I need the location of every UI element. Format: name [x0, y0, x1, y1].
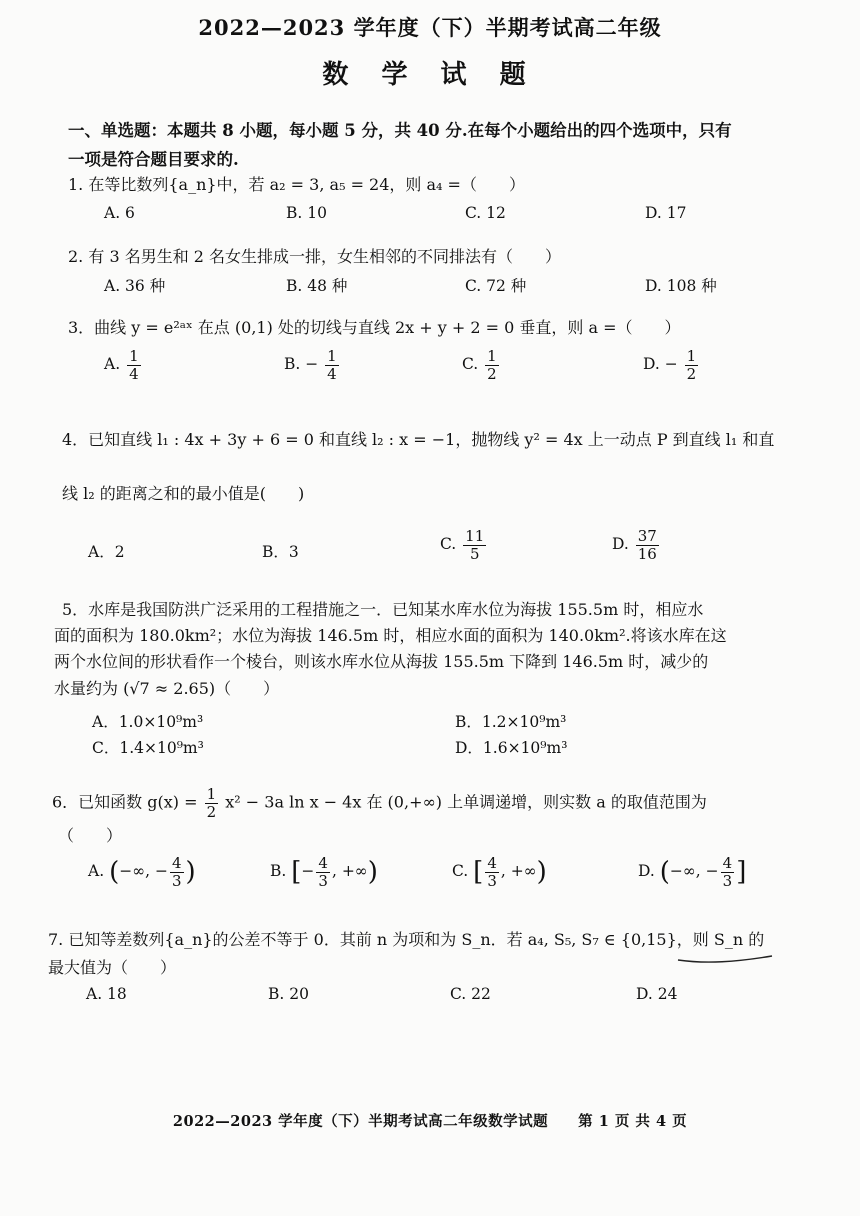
q6-option-c	[452, 855, 547, 889]
q3-c-label: C.	[462, 355, 479, 373]
subject-title: 数 学 试 题	[322, 60, 538, 90]
q4-d-label: D.	[612, 535, 629, 553]
q4-option-a: A．2	[88, 543, 125, 561]
q6-b-den: 3	[318, 871, 328, 890]
q3-d-label: D. −	[643, 355, 678, 373]
q6-c-label: C.	[452, 862, 469, 880]
q1-option-b: B. 10	[286, 204, 327, 222]
q6-stem-num: 1	[206, 785, 217, 803]
q4-c-fraction	[463, 528, 486, 562]
q3-d-num: 1	[686, 347, 697, 365]
q6-stem-post: x² − 3a ln x − 4x 在 (0,+∞) 上单调递增，则实数 a 的取值范围为	[225, 792, 707, 812]
q6-c-left-bracket: [	[473, 857, 484, 887]
q3-c-num: 1	[487, 347, 497, 365]
handwritten-underline	[676, 950, 776, 966]
q5-stem-line1: 5．水库是我国防洪广泛采用的工程措施之一．已知某水库水位为海拔 155.5m 时，相应水	[62, 600, 704, 619]
q6-a-num: 4	[171, 854, 182, 872]
q5-stem-line2: 面的面积为 180.0km²；水位为海拔 146.5m 时，相应水面的面积为 140.0km².将该水库在这	[54, 626, 727, 645]
q5-stem-line4: 水量约为 (√7 ≈ 2.65)（ ）	[54, 679, 280, 698]
q3-d-den: 2	[686, 364, 697, 383]
q3-b-label: B. −	[284, 355, 319, 373]
q2-option-d: D. 108 种	[645, 277, 717, 295]
q5-option-a: A．1.0×10⁹m³	[92, 713, 204, 731]
q6-c-num: 4	[487, 854, 497, 872]
q7-option-d: D. 24	[636, 985, 678, 1003]
q3-a-label: A.	[104, 355, 121, 373]
q3-c-den: 2	[487, 364, 497, 383]
q6-option-b	[270, 855, 378, 889]
q5-option-c: C．1.4×10⁹m³	[92, 739, 204, 757]
q6-d-label: D.	[638, 862, 655, 880]
q6-b-label: B.	[270, 862, 287, 880]
q4-option-c	[440, 528, 488, 562]
q6-stem-pre: 6．已知函数 g(x) =	[52, 792, 198, 812]
q7-option-a: A. 18	[86, 985, 127, 1003]
section-heading-line2: 一项是符合题目要求的.	[68, 150, 239, 169]
q6-c-den: 3	[487, 871, 497, 890]
q6-a-label: A.	[88, 862, 105, 880]
q6-d-den: 3	[722, 871, 733, 890]
q6-b-right-bracket: )	[367, 857, 378, 887]
q7-stem-line2: 最大值为（ ）	[48, 958, 177, 977]
page-footer: 2022—2023 学年度（下）半期考试高二年级数学试题 第 1 页 共 4 页	[172, 1113, 688, 1130]
q6-b-left-bracket: [	[291, 857, 302, 887]
q1-stem: 1. 在等比数列{a_n}中，若 a₂ = 3, a₅ = 24，则 a₄ =（ ）	[68, 175, 525, 194]
q3-a-den: 4	[129, 364, 139, 383]
q6-d-fraction	[721, 855, 735, 889]
q6-a-pre: −∞, −	[119, 862, 168, 880]
q3-d-fraction	[685, 348, 699, 382]
q4-c-den: 5	[469, 544, 480, 563]
q7-option-b: B. 20	[268, 985, 309, 1003]
q6-d-pre: −∞, −	[669, 862, 719, 880]
q4-c-label: C.	[440, 535, 457, 553]
q5-stem-line3: 两个水位间的形状看作一个棱台，则该水库水位从海拔 155.5m 下降到 146.5m 时，减少的	[54, 652, 709, 671]
q3-b-num: 1	[327, 347, 337, 365]
q6-stem-line2: （ ）	[58, 826, 123, 845]
q6-a-den: 3	[171, 871, 182, 890]
q6-b-pre: −	[301, 862, 315, 880]
q5-option-b: B．1.2×10⁹m³	[455, 713, 567, 731]
q5-option-d: D．1.6×10⁹m³	[455, 739, 568, 757]
q6-b-post: , +∞	[331, 862, 368, 880]
q6-d-num: 4	[722, 854, 733, 872]
q6-a-left-bracket: (	[109, 857, 120, 887]
q1-option-c: C. 12	[465, 204, 506, 222]
q3-option-a	[104, 348, 143, 382]
q4-c-num: 11	[465, 527, 485, 545]
q6-b-fraction	[316, 855, 330, 889]
q6-option-a	[88, 855, 196, 889]
q6-b-num: 4	[318, 854, 328, 872]
q6-a-right-bracket: )	[185, 857, 196, 887]
q2-option-c: C. 72 种	[465, 277, 527, 295]
q3-option-c	[462, 348, 501, 382]
q6-option-d	[638, 855, 746, 889]
q2-option-a: A. 36 种	[104, 277, 166, 295]
q6-c-right-bracket: )	[536, 857, 547, 887]
q3-b-den: 4	[327, 364, 337, 383]
q4-option-b: B．3	[262, 543, 299, 561]
q3-b-fraction	[325, 348, 339, 382]
q4-stem-line1: 4．已知直线 l₁ : 4x + 3y + 6 = 0 和直线 l₂ : x = −1，抛物线 y² = 4x 上一动点 P 到直线 l₁ 和直	[62, 430, 775, 449]
q4-option-d	[612, 528, 661, 562]
q1-option-a: A. 6	[104, 204, 135, 222]
exam-title: 2022—2023 学年度（下）半期考试高二年级	[198, 15, 662, 40]
q6-d-right-bracket: ]	[736, 857, 747, 887]
q2-stem: 2. 有 3 名男生和 2 名女生排成一排，女生相邻的不同排法有（ ）	[68, 247, 562, 266]
q1-option-d: D. 17	[645, 204, 687, 222]
q4-stem-line2: 线 l₂ 的距离之和的最小值是( )	[62, 484, 305, 503]
q6-stem-line1	[52, 786, 707, 820]
q4-d-den: 16	[637, 544, 657, 563]
section-heading-line1: 一、单选题：本题共 8 小题，每小题 5 分，共 40 分.在每个小题给出的四个选项中，只有	[68, 121, 732, 140]
q3-c-fraction	[485, 348, 499, 382]
q6-d-left-bracket: (	[659, 857, 670, 887]
q6-stem-fraction	[205, 786, 219, 820]
q7-stem-line1: 7. 已知等差数列{a_n}的公差不等于 0．其前 n 为项和为 S_n．若 a₄, S₅, S₇ ∈ {0,15}，则 S_n 的	[48, 930, 765, 949]
q3-option-d	[643, 348, 700, 382]
q3-a-fraction	[127, 348, 141, 382]
q7-option-c: C. 22	[450, 985, 491, 1003]
q3-option-b	[284, 348, 341, 382]
q4-d-fraction	[636, 528, 659, 562]
q4-d-num: 37	[637, 527, 657, 545]
q3-stem: 3．曲线 y = e²ᵃˣ 在点 (0,1) 处的切线与直线 2x + y + 2 = 0 垂直，则 a =（ ）	[68, 318, 681, 337]
q6-stem-den: 2	[206, 802, 217, 821]
q3-a-num: 1	[129, 347, 139, 365]
q6-c-post: , +∞	[500, 862, 537, 880]
q6-c-fraction	[485, 855, 499, 889]
q6-a-fraction	[170, 855, 184, 889]
q2-option-b: B. 48 种	[286, 277, 348, 295]
